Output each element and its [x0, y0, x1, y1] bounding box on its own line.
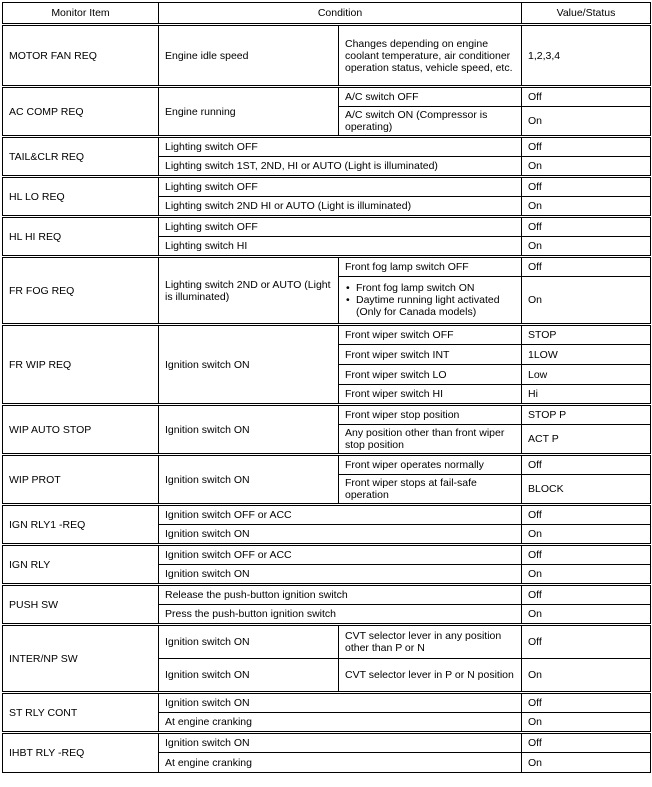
monitor-item-cell: FR FOG REQ — [3, 257, 159, 325]
value-cell: Off — [522, 257, 651, 277]
value-cell: Off — [522, 137, 651, 157]
sub-condition-cell: A/C switch OFF — [339, 87, 522, 107]
condition-cell: Lighting switch OFF — [159, 217, 522, 237]
value-cell: On — [522, 107, 651, 137]
table-row — [3, 405, 651, 425]
value-cell: On — [522, 565, 651, 585]
sub-condition-cell: Front fog lamp switch OFF — [339, 257, 522, 277]
sub-condition-cell: A/C switch ON (Compressor is operating) — [339, 107, 522, 137]
sub-condition-cell: CVT selector lever in any position other than P or N — [339, 625, 522, 659]
condition-cell: Ignition switch ON — [159, 693, 522, 713]
table-row — [3, 87, 651, 107]
monitor-item-cell: PUSH SW — [3, 585, 159, 625]
value-cell: On — [522, 525, 651, 545]
condition-cell: Lighting switch 1ST, 2ND, HI or AUTO (Light is illuminated) — [159, 157, 522, 177]
condition-cell: Ignition switch ON — [159, 733, 522, 753]
monitor-item-cell: INTER/NP SW — [3, 625, 159, 693]
sub-condition-cell — [339, 277, 522, 325]
condition-cell: Release the push-button ignition switch — [159, 585, 522, 605]
value-cell: 1,2,3,4 — [522, 25, 651, 87]
monitor-item-cell: TAIL&CLR REQ — [3, 137, 159, 177]
value-cell: BLOCK — [522, 475, 651, 505]
sub-condition-cell: Changes depending on engine coolant temperature, air conditioner operation status, vehicle speed, etc. — [339, 25, 522, 87]
value-cell: On — [522, 753, 651, 773]
condition-cell: Ignition switch ON — [159, 565, 522, 585]
value-cell: Off — [522, 693, 651, 713]
value-cell: Off — [522, 87, 651, 107]
value-cell: On — [522, 197, 651, 217]
monitor-item-cell: AC COMP REQ — [3, 87, 159, 137]
value-cell: Off — [522, 455, 651, 475]
sub-condition-cell: Front wiper operates normally — [339, 455, 522, 475]
monitor-item-table — [2, 2, 651, 773]
sub-condition-cell: Front wiper switch OFF — [339, 325, 522, 345]
monitor-item-cell: IHBT RLY -REQ — [3, 733, 159, 773]
table-row — [3, 505, 651, 525]
sub-condition-cell: Front wiper switch LO — [339, 365, 522, 385]
table-row — [3, 733, 651, 753]
condition-cell: Lighting switch 2ND or AUTO (Light is illuminated) — [159, 257, 339, 325]
table-row — [3, 137, 651, 157]
condition-cell: Ignition switch ON — [159, 525, 522, 545]
header-value-status: Value/Status — [522, 3, 651, 25]
sub-condition-cell: CVT selector lever in P or N position — [339, 659, 522, 693]
monitor-item-cell: HL LO REQ — [3, 177, 159, 217]
monitor-item-cell: HL HI REQ — [3, 217, 159, 257]
condition-cell: Lighting switch OFF — [159, 177, 522, 197]
condition-cell: Ignition switch ON — [159, 659, 339, 693]
list-item: • Daytime running light activated (Only for Canada models) — [345, 294, 515, 318]
table-row — [3, 325, 651, 345]
value-cell: On — [522, 277, 651, 325]
table-row — [3, 217, 651, 237]
value-cell: On — [522, 157, 651, 177]
condition-cell: Ignition switch ON — [159, 455, 339, 505]
condition-cell: Lighting switch HI — [159, 237, 522, 257]
condition-cell: Ignition switch OFF or ACC — [159, 505, 522, 525]
value-cell: On — [522, 237, 651, 257]
condition-cell: Ignition switch ON — [159, 325, 339, 405]
table-row — [3, 455, 651, 475]
value-cell: Off — [522, 217, 651, 237]
value-cell: Hi — [522, 385, 651, 405]
value-cell: Off — [522, 177, 651, 197]
monitor-item-cell: IGN RLY1 -REQ — [3, 505, 159, 545]
table-row — [3, 693, 651, 713]
sub-condition-cell: Front wiper switch INT — [339, 345, 522, 365]
header-monitor-item: Monitor Item — [3, 3, 159, 25]
monitor-item-cell: FR WIP REQ — [3, 325, 159, 405]
table-row — [3, 545, 651, 565]
header-condition: Condition — [159, 3, 522, 25]
table-header-row — [3, 3, 651, 25]
condition-cell: Ignition switch OFF or ACC — [159, 545, 522, 565]
monitor-item-cell: MOTOR FAN REQ — [3, 25, 159, 87]
condition-cell: At engine cranking — [159, 713, 522, 733]
value-cell: Off — [522, 545, 651, 565]
table-row — [3, 585, 651, 605]
value-cell: Off — [522, 505, 651, 525]
condition-cell: Lighting switch 2ND HI or AUTO (Light is illuminated) — [159, 197, 522, 217]
list-item: • Front fog lamp switch ON — [345, 282, 515, 294]
sub-condition-cell: Front wiper switch HI — [339, 385, 522, 405]
value-cell: ACT P — [522, 425, 651, 455]
table-row — [3, 177, 651, 197]
condition-cell: Press the push-button ignition switch — [159, 605, 522, 625]
value-cell: Low — [522, 365, 651, 385]
value-cell: Off — [522, 625, 651, 659]
condition-cell: At engine cranking — [159, 753, 522, 773]
value-cell: STOP P — [522, 405, 651, 425]
value-cell: 1LOW — [522, 345, 651, 365]
table-row — [3, 257, 651, 277]
condition-cell: Ignition switch ON — [159, 625, 339, 659]
condition-cell: Lighting switch OFF — [159, 137, 522, 157]
value-cell: STOP — [522, 325, 651, 345]
value-cell: Off — [522, 585, 651, 605]
sub-condition-cell: Any position other than front wiper stop position — [339, 425, 522, 455]
condition-cell: Engine idle speed — [159, 25, 339, 87]
table-row — [3, 25, 651, 87]
value-cell: On — [522, 713, 651, 733]
monitor-item-cell: WIP PROT — [3, 455, 159, 505]
bullet-list — [345, 282, 515, 318]
value-cell: On — [522, 605, 651, 625]
condition-cell: Ignition switch ON — [159, 405, 339, 455]
monitor-item-cell: IGN RLY — [3, 545, 159, 585]
sub-condition-cell: Front wiper stops at fail-safe operation — [339, 475, 522, 505]
condition-cell: Engine running — [159, 87, 339, 137]
value-cell: On — [522, 659, 651, 693]
value-cell: Off — [522, 733, 651, 753]
monitor-item-cell: ST RLY CONT — [3, 693, 159, 733]
monitor-item-cell: WIP AUTO STOP — [3, 405, 159, 455]
table-row — [3, 625, 651, 659]
sub-condition-cell: Front wiper stop position — [339, 405, 522, 425]
